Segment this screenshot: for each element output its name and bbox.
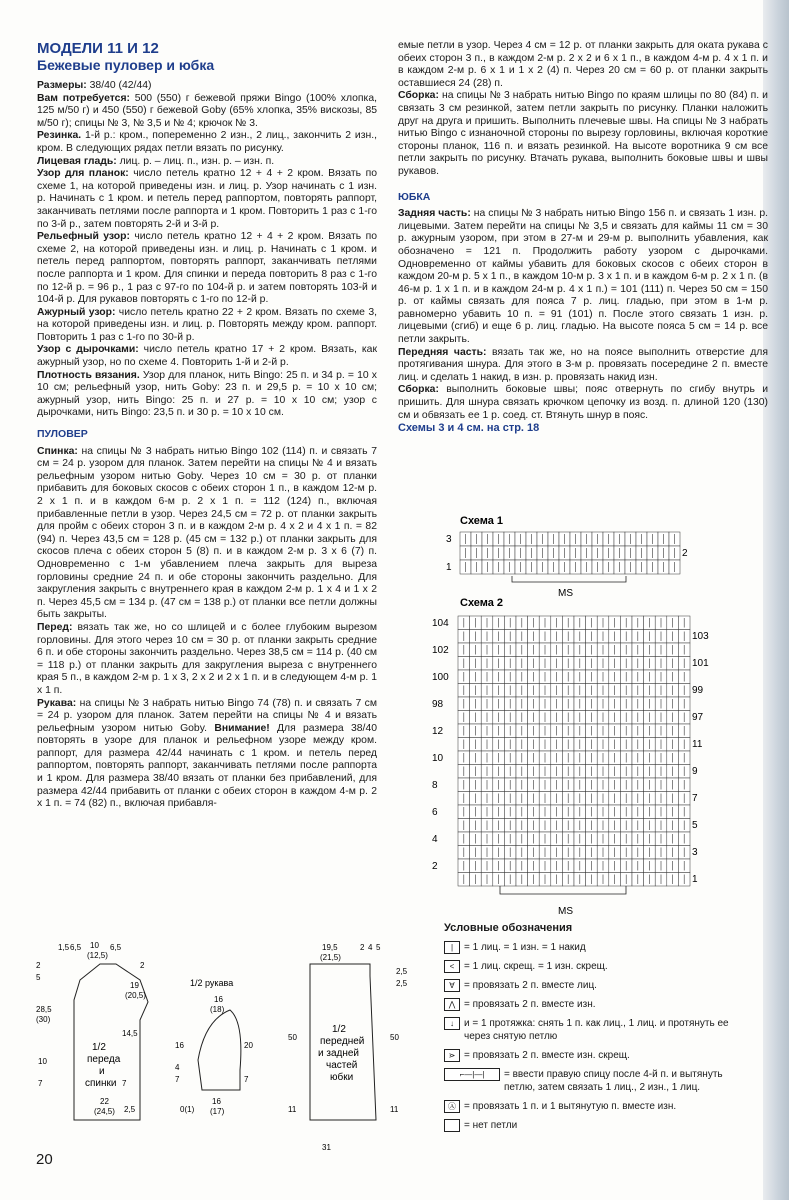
- scheme-1-title: Схема 1: [460, 515, 504, 527]
- dimension-label: 19: [130, 981, 139, 990]
- dimension-label: 16: [214, 995, 223, 1004]
- slip-decrease-symbol-icon: ↓: [444, 1017, 460, 1030]
- scheme-2-row-label: 1: [692, 874, 698, 885]
- p2tog-tbl-symbol-icon: ⋗: [444, 1049, 460, 1062]
- lace-pattern-paragraph: Ажурный узор: число петель кратно 22 + 2 кром. Вязать по схеме 3, на которой приведены изн. и лиц. р. Повторять между кром. раппорт. Повторить 1 раз с 1-го по 30-й р.: [37, 306, 377, 343]
- scheme-2-row-label: 101: [692, 658, 709, 669]
- pullover-heading: ПУЛОВЕР: [37, 428, 88, 441]
- dimension-label: 2: [140, 961, 145, 970]
- legend-item: | = 1 лиц. = 1 изн. = 1 накид: [444, 941, 744, 954]
- gauge-paragraph: Плотность вязания. Узор для планок, нить Bingo: 25 п. и 34 р. = 10 х 10 см; рельефный узор, нить Goby: 23 п. и 29,5 р. = 10 х 10 см; ажурный узор, нить Bingo: 25 п. и 27 р. = 10 х 10 см; узор с дырочками, нить Bingo: 23,5 п. и 30 р. = 10 х 10 см.: [37, 369, 377, 419]
- dimension-label: (18): [210, 1005, 225, 1014]
- dimension-label: (21,5): [320, 953, 341, 962]
- dimension-label: 5: [376, 943, 381, 952]
- scheme-2-title: Схема 2: [460, 598, 504, 609]
- dimension-label: 11: [390, 1105, 399, 1114]
- legend: [444, 922, 744, 1138]
- left-column: [37, 40, 377, 811]
- dimension-label: 4: [175, 1063, 180, 1072]
- skirt-front-paragraph: Передняя часть: вязать так же, но на поясе выполнить отверстие для протягивания шнура. Для этого в 3-м р. провязать посередине 2 п. вместе лиц. и сделать 1 накид, в изн. р. провязать накид изн.: [398, 346, 768, 383]
- no-stitch-symbol-icon: [444, 1119, 460, 1132]
- back-paragraph: Спинка: на спицы № 3 набрать нитью Bingo 102 (114) п. и связать 7 см = 24 р. узором для планок. Затем перейти на спицы № 4 и вязать рельефным узором нитью Goby. Через 10 см = 30 р. от планки прибавить для боковых скосов с обеих сторон 1 п., в каждом 12-м р. 2 х 1 п. и в каждом 6-м р. 2 х 1 п. = 112 (124) п., включая прибавленные петли в узор. Через 24,5 см = 72 р. от планки закрыть для пройм с обеих сторон 3 п. и в каждом 2-м р. 4 х 2 и 4 х 1 п. = 82 (94) п. Через 43,5 см = 128 р. (45 см = 132 р.) от планки закрыть для скосов плеча с обеих сторон 5 (8) п. и в каждом 2-м р. 3 х 6 (7) п. Одновременно с 1-м убавлением плеча закрыть для выреза горловины средние 24 п. и обе стороны закончить раздельно. Для закругления закрыть с внутреннего края в каждом 2-м р. 1 х 4 и 1 х 2 п. Через 45,5 см = 134 р. (47 см = 138 р.) от планки все петли должны быть закрыты.: [37, 445, 377, 621]
- dimension-label: 20: [244, 1041, 253, 1050]
- scheme-2-row-label: 9: [692, 766, 698, 777]
- skirt-heading: ЮБКА: [398, 190, 431, 203]
- legend-title: Условные обозначения: [444, 922, 573, 934]
- scheme-1-ms-label: MS: [558, 588, 573, 599]
- pull-loop-symbol-icon: ⌐—|—|: [444, 1068, 500, 1081]
- dimension-label: 7: [122, 1079, 127, 1088]
- scheme-1-grid: [460, 532, 680, 574]
- scheme-2-row-label: 2: [432, 861, 438, 872]
- dimension-label: 6,5: [70, 943, 82, 952]
- scheme-2-row-label: 103: [692, 631, 709, 642]
- garment-schematics: [30, 940, 440, 1155]
- dimension-label: 28,5: [36, 1005, 52, 1014]
- scheme-2-row-label: 5: [692, 820, 698, 831]
- holes-pattern-paragraph: Узор с дырочками: число петель кратно 17 + 2 кром. Вязать, как ажурный узор, но по схеме 4. Повторить 1-й и 2-й р.: [37, 344, 377, 369]
- scheme-2-row-label: 4: [432, 834, 438, 845]
- scheme-2-chart: [430, 598, 730, 920]
- scheme-1-row-label: 2: [682, 548, 688, 559]
- front-back-label: 1/2: [92, 1042, 106, 1053]
- dimension-label: 22: [100, 1097, 109, 1106]
- scheme-2-row-label: 102: [432, 645, 449, 656]
- materials-paragraph: Вам потребуется: 500 (550) г бежевой пряжи Bingo (100% хлопка, 125 м/50 г) и 450 (550) г бежевой Goby (65% хлопка, 35% вискозы, 85 м/50 г); спицы № 3, № 3,5 и № 4; крючок № 3.: [37, 92, 377, 129]
- scheme-2-row-label: 10: [432, 753, 444, 764]
- legend-item: < = 1 лиц. скрещ. = 1 изн. скрещ.: [444, 960, 744, 973]
- scheme-2-row-label: 3: [692, 847, 698, 858]
- dimension-label: 50: [390, 1033, 399, 1042]
- scheme-2-row-label: 104: [432, 618, 449, 629]
- front-back-label: спинки: [85, 1078, 117, 1089]
- scheme-2-row-label: 99: [692, 685, 704, 696]
- scheme-1-chart: [440, 512, 700, 602]
- dimension-label: 50: [288, 1033, 297, 1042]
- scheme-2-row-label: 8: [432, 780, 438, 791]
- sleeve-outline: [198, 1010, 241, 1090]
- legend-item: ↓ и = 1 протяжка: снять 1 п. как лиц., 1 лиц. и протянуть ее через снятую петлю: [444, 1017, 744, 1043]
- rib-paragraph: Резинка. 1-й р.: кром., попеременно 2 изн., 2 лиц., закончить 2 изн., кром. В следующих рядах петли вязать по рисунку.: [37, 130, 377, 154]
- dimension-label: 2: [36, 961, 41, 970]
- scheme-2-row-label: 6: [432, 807, 438, 818]
- sleeves-paragraph: Рукава: на спицы № 3 набрать нитью Bingo 74 (78) п. и связать 7 см = 24 р. узором для планок. Затем перейти на спицы № 4 и вязать рельефным узором нитью Goby. Внимание! Для размера 38/40 повторять в узоре для планок и рельефном узоре между кром. раппорт, для размера 42/44 начинать с 1 кром. и петель перед раппортом, повторять раппорт, заканчивать петлями после раппорта и 1 кром. Для размера 38/40 вязать от планки без прибавлений, для размера 42/44 прибавить от планки с обеих сторон в каждом 4-м р. 2 х 1 п. = 74 (82) п., включая прибавля-: [37, 697, 377, 810]
- scheme-2-row-label: 98: [432, 699, 444, 710]
- page-number: 20: [36, 1151, 53, 1168]
- sleeves-continued: емые петли в узор. Через 4 см = 12 р. от планки закрыть для оката рукава с обеих сторон 3 п., в каждом 2-м р. 2 х 2 и 6 х 1 п., в каждом 4-м р. 4 х 1 п. и в каждом 2-м р. 6 х 1 и 1 х 2 (4) п. Через 20 см = 60 р. от планки закрыть оставшиеся 24 (28) п.: [398, 40, 768, 89]
- models-title: МОДЕЛИ 11 И 12: [37, 40, 159, 57]
- scheme-1-row-label: 3: [446, 534, 452, 545]
- dimension-label: 6,5: [110, 943, 122, 952]
- skirt-back-paragraph: Задняя часть: на спицы № 3 набрать нитью Bingo 156 п. и связать 1 изн. р. лицевыми. Затем перейти на спицы № 3,5 и связать для каймы 11 см = 30 р. ажурным узором, при этом в 27-м и 29-м р. выполнить убавления, как обозначено = 121 п. Продолжить работу узором с дырочками. Одновременно от каймы убавить для боковых скосов с обеих сторон в каждом 20-м р. 5 х 1 п., в каждом 10-м р. 3 х 1 п. и в каждом 6-м р. 2 х 1 п. (в 46-м р. 1 х 1 п. и в каждом 24-м р. 4 х 1 п.) = 101 (111) п. Через 50 см = 150 р. от каймы связать для пояса 7 р. лиц. гладью, при этом в 1-м р. равномерно убавить 10 п. = 91 (101) п. После этого связать 1 изн. р. лицевыми (сгиб) и еще 6 р. лиц. гладью. На высоте пояса 5 см = 14 р. все петли закрыть.: [398, 208, 769, 346]
- scheme-2-ms-label: MS: [558, 906, 573, 917]
- dimension-label: 5: [36, 973, 41, 982]
- skirt-assembly-paragraph: Сборка: выполнить боковые швы; пояс отвернуть по сгибу внутрь и пришить. Для шнура связать крючком цепочку из возд. п. длиной 120 (130) см и обвязать ее 1 р. соед. ст. Втянуть шнур в пояс.: [398, 384, 768, 421]
- legend-item: ⌐—|—| = ввести правую спицу после 4-й п. и вытянуть петлю, затем связать 1 лиц., 2 изн., 1 лиц.: [444, 1068, 744, 1094]
- dimension-label: 16: [175, 1041, 184, 1050]
- scheme-2-row-label: 97: [692, 712, 704, 723]
- skirt-label: частей: [326, 1060, 358, 1071]
- dimension-label: 1,5: [58, 943, 70, 952]
- dimension-label: 11: [288, 1105, 297, 1114]
- p2tog-symbol-icon: ⋀: [444, 998, 460, 1011]
- right-column: [398, 40, 768, 435]
- dimension-label: 2,5: [396, 967, 408, 976]
- skirt-label: и задней: [318, 1048, 360, 1059]
- legend-item: ⋀ = провязать 2 п. вместе изн.: [444, 998, 744, 1011]
- scheme-2-row-label: 12: [432, 726, 444, 737]
- dimension-label: 10: [90, 941, 99, 950]
- dimension-label: 7: [38, 1079, 43, 1088]
- dimension-label: 10: [38, 1057, 47, 1066]
- dimension-label: 2,5: [396, 979, 408, 988]
- scheme-1-repeat-bracket: [512, 576, 626, 582]
- scheme-2-repeat-bracket: [500, 886, 626, 894]
- knit-symbol-icon: |: [444, 941, 460, 954]
- skirt-label: передней: [320, 1036, 365, 1047]
- relief-pattern-paragraph: Рельефный узор: число петель кратно 12 + 4 + 2 кром. Вязать по схеме 2, на которой приведены изн. и лиц. р. Начинать с 1 кром. и петель перед раппортом, повторять раппорт, заканчивать петлями после раппорта и 1 кром. Для спинки и переда повторить 8 раз с 1-го по 12-й р. = 96 р., 1 раз с 97-го по 104-й р. и затем повторять 103-й и 104-й р. Для рукавов повторять с 1-го по 12-й р.: [37, 231, 378, 306]
- dimension-label: 2: [360, 943, 365, 952]
- dimension-label: 19,5: [322, 943, 338, 952]
- dimension-label: (17): [210, 1107, 225, 1116]
- twisted-knit-symbol-icon: <: [444, 960, 460, 973]
- dimension-label: 4: [368, 943, 373, 952]
- scheme-2-grid: [458, 616, 690, 886]
- dimension-label: (24,5): [94, 1107, 115, 1116]
- dimension-label: 16: [212, 1097, 221, 1106]
- pullover-assembly-paragraph: Сборка: на спицы № 3 набрать нитью Bingo по краям шлицы по 80 (84) п. и связать 3 см резинкой, затем петли закрыть по рисунку. Планки наложить друг на друга и пришить. Выполнить плечевые швы. На спицы № 3 набрать нитью Bingo с изнаночной стороны по вырезу горловины, включая короткие стороны планок, 116 п. и вязать резинкой. На высоте воротника 9 см все петли закрыть по рисунку. Втачать рукава, выполнить боковые швы и швы рукавов.: [398, 90, 768, 177]
- k2tog-symbol-icon: ∀: [444, 979, 460, 992]
- sleeve-title: 1/2 рукава: [190, 978, 234, 988]
- legend-item: ∀ = провязать 2 п. вместе лиц.: [444, 979, 744, 992]
- skirt-label: 1/2: [332, 1024, 346, 1035]
- dimension-label: 7: [244, 1075, 249, 1084]
- dimension-label: 7: [175, 1075, 180, 1084]
- legend-item: Ⓐ = провязать 1 п. и 1 вытянутую п. вместе изн.: [444, 1100, 744, 1113]
- front-back-label: переда: [87, 1054, 121, 1065]
- legend-item: ⋗ = провязать 2 п. вместе изн. скрещ.: [444, 1049, 744, 1062]
- schemes-reference: Схемы 3 и 4 см. на стр. 18: [398, 422, 540, 435]
- scheme-1-row-label: 1: [446, 562, 452, 573]
- band-pattern-paragraph: Узор для планок: число петель кратно 12 + 4 + 2 кром. Вязать по схеме 1, на которой приведены изн. и лиц. р. Узор начинать с 1 изн. р. Начинать с 1 кром. и петель перед раппортом, повторять раппорт, заканчивать петлями после раппорта и 1 кром. Повторить 1 раз с 1-го по 3-й р., затем повторять 2-й и 3-й р.: [37, 168, 377, 230]
- pulled-loop-purl-symbol-icon: Ⓐ: [444, 1100, 460, 1113]
- skirt-label: юбки: [330, 1072, 354, 1083]
- dimension-label: (20,5): [125, 991, 146, 1000]
- scheme-2-row-label: 11: [692, 739, 703, 750]
- sizes-paragraph: Размеры: 38/40 (42/44): [37, 80, 152, 91]
- dimension-label: 31: [322, 1143, 331, 1152]
- dimension-label: 14,5: [122, 1029, 138, 1038]
- scheme-2-row-label: 100: [432, 672, 449, 683]
- dimension-label: 0(1): [180, 1105, 195, 1114]
- models-subtitle: Бежевые пуловер и юбка: [37, 57, 215, 73]
- front-back-label: и: [99, 1066, 105, 1077]
- scheme-2-row-label: 7: [692, 793, 698, 804]
- front-paragraph: Перед: вязать так же, но со шлицей и с более глубоким вырезом горловины. Для этого через 10 см = 30 р. от планки закрыть средние 6 п. и обе стороны закончить раздельно. Через 38,5 см = 114 р. (40 см = 118 р.) от планки закрыть для закругления выреза с внутреннего края 5 п., в каждом 2-м р. 1 х 3, 2 х 2 и 2 х 1 п. и в следующем 4-м р. 1 х 1 п.: [37, 621, 377, 696]
- legend-item: = нет петли: [444, 1119, 744, 1132]
- dimension-label: 2,5: [124, 1105, 136, 1114]
- stockinette-paragraph: Лицевая гладь: лиц. р. – лиц. п., изн. р. – изн. п.: [37, 155, 275, 167]
- dimension-label: (12,5): [87, 951, 108, 960]
- dimension-label: (30): [36, 1015, 51, 1024]
